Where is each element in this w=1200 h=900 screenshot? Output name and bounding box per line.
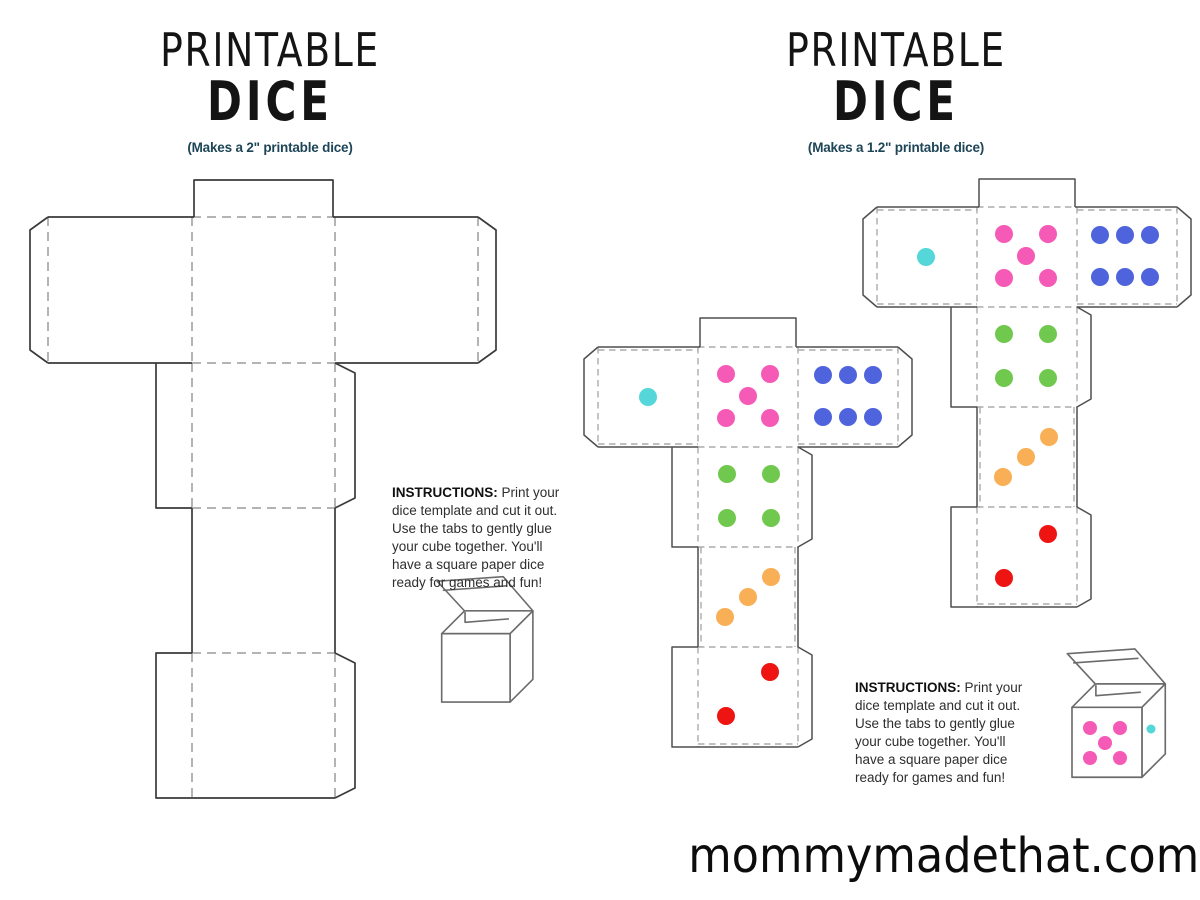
instructions-block-left xyxy=(392,484,572,592)
instructions-block-right xyxy=(855,679,1035,787)
dice-pip xyxy=(994,468,1012,486)
net-fold-lines xyxy=(598,347,898,747)
left-page-header xyxy=(30,23,510,156)
net-fold-lines xyxy=(877,207,1177,607)
right-title: PRINTABLE xyxy=(786,23,1006,77)
right-page-header xyxy=(656,23,1136,156)
open-cube-icon-left xyxy=(437,577,533,702)
dice-pip xyxy=(1017,247,1035,265)
dice-pip xyxy=(762,509,780,527)
dice-pip xyxy=(1039,269,1057,287)
dice-pip xyxy=(814,366,832,384)
dice-pip xyxy=(639,388,657,406)
dice-pip xyxy=(864,408,882,426)
dice-pip xyxy=(1091,268,1109,286)
instructions-label: INSTRUCTIONS: xyxy=(392,485,498,500)
dice-pip xyxy=(1141,226,1159,244)
cube-pip xyxy=(1098,736,1112,750)
dice-pip xyxy=(1116,226,1134,244)
dice-pip xyxy=(814,408,832,426)
dice-pip xyxy=(995,325,1013,343)
cube-pip xyxy=(1113,751,1127,765)
dice-pip xyxy=(761,365,779,383)
dice-pip xyxy=(718,465,736,483)
right-title-dice: DICE xyxy=(833,70,959,134)
dice-pip xyxy=(761,409,779,427)
instructions-text: Print your dice template and cut it out. Use the tabs to gently glue your cube together. You'll have a square paper dice ready for games and fun! xyxy=(855,680,1023,785)
dice-pip xyxy=(1039,369,1057,387)
dice-pip xyxy=(1039,525,1057,543)
dice-pip xyxy=(995,369,1013,387)
dice-pip xyxy=(1141,268,1159,286)
dice-pip xyxy=(739,588,757,606)
left-title-dice: DICE xyxy=(207,70,333,134)
dice-pip xyxy=(995,269,1013,287)
cube-pip xyxy=(1113,721,1127,735)
cube-pip xyxy=(1147,725,1156,734)
dice-pip xyxy=(762,465,780,483)
cube-pip xyxy=(1083,751,1097,765)
instructions-label: INSTRUCTIONS: xyxy=(855,680,961,695)
dice-pip xyxy=(1017,448,1035,466)
dice-pip xyxy=(717,365,735,383)
dice-pip xyxy=(1039,225,1057,243)
dice-pip xyxy=(995,225,1013,243)
dice-pip xyxy=(1116,268,1134,286)
dice-pip xyxy=(762,568,780,586)
dice-pip xyxy=(995,569,1013,587)
dice-pip xyxy=(717,409,735,427)
cube-pip xyxy=(1083,721,1097,735)
dice-pip xyxy=(1040,428,1058,446)
dice-pip xyxy=(917,248,935,266)
dice-pip xyxy=(864,366,882,384)
dice-pip xyxy=(839,408,857,426)
dice-pip xyxy=(1091,226,1109,244)
left-subtitle: (Makes a 2" printable dice) xyxy=(187,140,353,156)
right-subtitle: (Makes a 1.2" printable dice) xyxy=(807,140,985,156)
dice-pip xyxy=(716,608,734,626)
instructions-text: Print your dice template and cut it out. Use the tabs to gently glue your cube together. You'll have a square paper dice ready for games and fun! xyxy=(392,485,560,590)
dice-pip xyxy=(718,509,736,527)
left-title: PRINTABLE xyxy=(160,23,380,77)
website-watermark: mommymadethat.com xyxy=(688,828,1200,884)
dice-pip xyxy=(1039,325,1057,343)
dice-pip xyxy=(761,663,779,681)
dice-pip xyxy=(839,366,857,384)
dice-pip xyxy=(739,387,757,405)
dice-pip xyxy=(717,707,735,725)
